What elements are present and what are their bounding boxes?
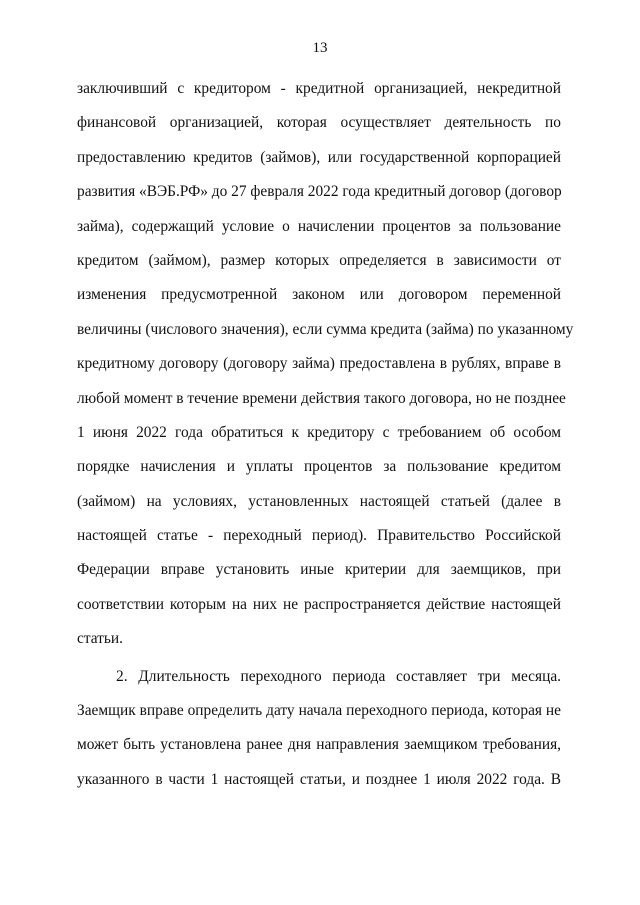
text-line: 2. Длительность переходного периода составляет три месяца. bbox=[116, 667, 561, 685]
paragraph-2 bbox=[77, 660, 561, 798]
text-line: финансовой организацией, которая осуществляет деятельность по bbox=[77, 114, 561, 132]
text-line: статьи. bbox=[77, 630, 124, 648]
text-line: (займом) на условиях, установленных настоящей статьей (далее в bbox=[77, 492, 561, 510]
text-line: Заемщик вправе определить дату начала переходного периода, которая не bbox=[77, 702, 561, 720]
text-line: любой момент в течение времени действия такого договора, но не позднее bbox=[77, 389, 566, 407]
text-line: займа), содержащий условие о начислении процентов за пользование bbox=[77, 217, 561, 235]
text-line: настоящей статье - переходный период). Правительство Российской bbox=[77, 527, 561, 545]
text-line: соответствии которым на них не распространяется действие настоящей bbox=[77, 595, 561, 613]
text-line: может быть установлена ранее дня направления заемщиком требования, bbox=[77, 736, 561, 754]
page-number: 13 bbox=[312, 40, 328, 56]
text-line: предоставлению кредитов (займов), или государственной корпорацией bbox=[77, 148, 561, 166]
text-line: кредитному договору (договору займа) предоставлена в рублях, вправе в bbox=[77, 355, 561, 373]
text-line: Федерации вправе установить иные критерии для заемщиков, при bbox=[77, 561, 561, 579]
document-body bbox=[77, 72, 574, 797]
text-line: 1 июня 2022 года обратиться к кредитору с требованием об особом bbox=[77, 423, 561, 441]
text-line: указанного в части 1 настоящей статьи, и позднее 1 июля 2022 года. В bbox=[77, 770, 561, 788]
paragraph-1 bbox=[77, 72, 574, 657]
text-line: развития «ВЭБ.РФ» до 27 февраля 2022 года кредитный договор (договор bbox=[77, 183, 562, 201]
text-line: кредитом (займом), размер которых определяется в зависимости от bbox=[77, 251, 561, 269]
text-line: величины (числового значения), если сумма кредита (займа) по указанному bbox=[77, 320, 574, 338]
text-line: заключивший с кредитором - кредитной организацией, некредитной bbox=[77, 80, 561, 97]
text-line: изменения предусмотренной законом или договором переменной bbox=[77, 286, 561, 304]
text-line: порядке начисления и уплаты процентов за пользование кредитом bbox=[77, 458, 561, 476]
